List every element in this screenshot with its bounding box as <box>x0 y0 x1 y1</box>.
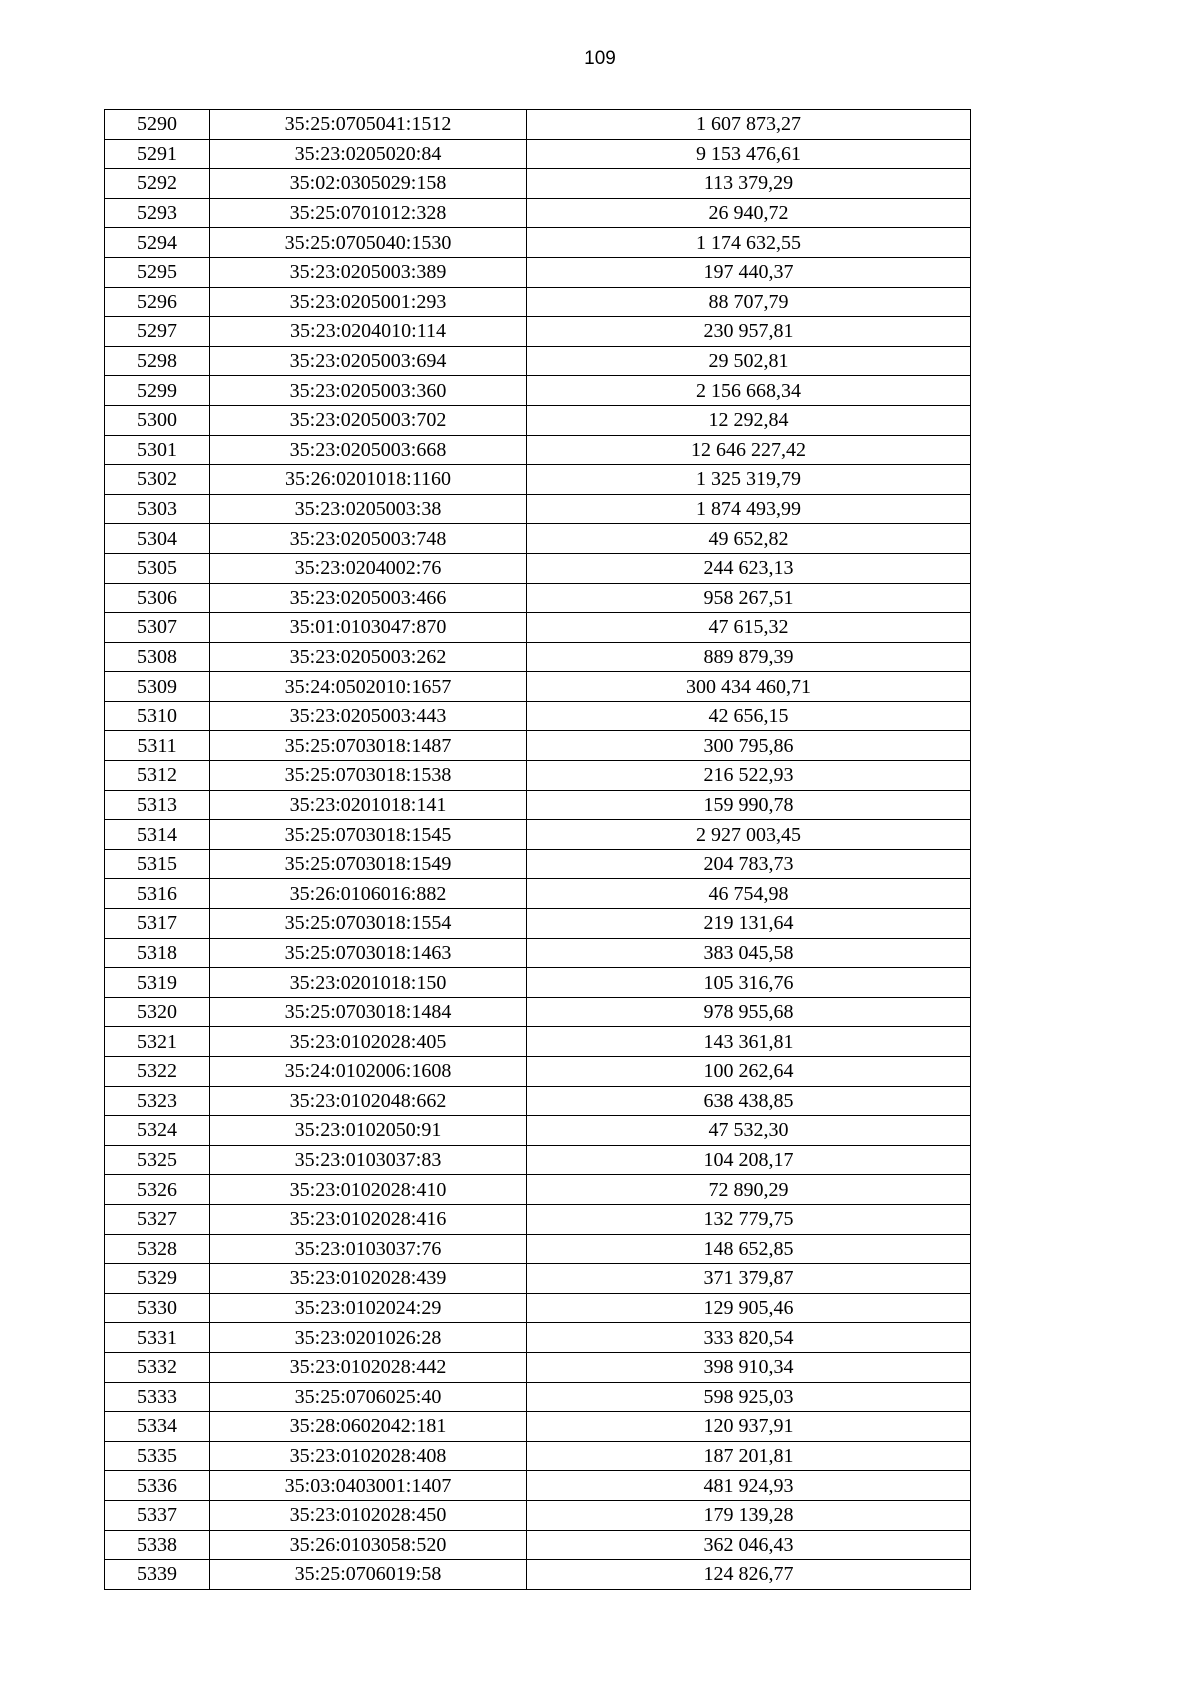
row-number-cell: 5297 <box>105 317 210 347</box>
cadastral-number-cell: 35:25:0703018:1487 <box>210 731 527 761</box>
row-number-cell: 5291 <box>105 139 210 169</box>
cadastral-number-cell: 35:23:0102028:408 <box>210 1441 527 1471</box>
row-number-cell: 5319 <box>105 968 210 998</box>
row-number-cell: 5305 <box>105 553 210 583</box>
row-number-cell: 5301 <box>105 435 210 465</box>
cadastral-number-cell: 35:25:0703018:1538 <box>210 761 527 791</box>
cadastral-number-cell: 35:25:0706019:58 <box>210 1560 527 1590</box>
cadastral-number-cell: 35:23:0103037:76 <box>210 1234 527 1264</box>
row-number-cell: 5335 <box>105 1441 210 1471</box>
cadastral-number-cell: 35:23:0102024:29 <box>210 1293 527 1323</box>
table-row <box>105 465 971 495</box>
cadastral-value-cell: 104 208,17 <box>527 1145 971 1175</box>
table-row <box>105 790 971 820</box>
table-row <box>105 1500 971 1530</box>
cadastral-value-cell: 398 910,34 <box>527 1352 971 1382</box>
cadastral-value-cell: 383 045,58 <box>527 938 971 968</box>
cadastral-number-cell: 35:23:0201026:28 <box>210 1323 527 1353</box>
cadastral-value-cell: 2 927 003,45 <box>527 820 971 850</box>
row-number-cell: 5312 <box>105 761 210 791</box>
table-row <box>105 346 971 376</box>
cadastral-value-cell: 132 779,75 <box>527 1204 971 1234</box>
table-row <box>105 317 971 347</box>
row-number-cell: 5295 <box>105 257 210 287</box>
row-number-cell: 5292 <box>105 169 210 199</box>
row-number-cell: 5298 <box>105 346 210 376</box>
cadastral-value-cell: 12 292,84 <box>527 405 971 435</box>
cadastral-value-cell: 481 924,93 <box>527 1471 971 1501</box>
table-row <box>105 1145 971 1175</box>
table-row <box>105 672 971 702</box>
table-row <box>105 1293 971 1323</box>
table-row <box>105 435 971 465</box>
cadastral-value-cell: 204 783,73 <box>527 849 971 879</box>
cadastral-value-cell: 1 874 493,99 <box>527 494 971 524</box>
row-number-cell: 5303 <box>105 494 210 524</box>
table-row <box>105 1323 971 1353</box>
cadastral-number-cell: 35:23:0201018:150 <box>210 968 527 998</box>
table-row <box>105 938 971 968</box>
cadastral-number-cell: 35:23:0204010:114 <box>210 317 527 347</box>
cadastral-value-cell: 216 522,93 <box>527 761 971 791</box>
table-row <box>105 1560 971 1590</box>
row-number-cell: 5325 <box>105 1145 210 1175</box>
table-row <box>105 879 971 909</box>
cadastral-number-cell: 35:24:0502010:1657 <box>210 672 527 702</box>
table-row <box>105 731 971 761</box>
cadastral-number-cell: 35:23:0205003:360 <box>210 376 527 406</box>
cadastral-value-cell: 129 905,46 <box>527 1293 971 1323</box>
cadastral-number-cell: 35:23:0102028:450 <box>210 1500 527 1530</box>
table-row <box>105 376 971 406</box>
row-number-cell: 5293 <box>105 198 210 228</box>
cadastral-value-cell: 300 795,86 <box>527 731 971 761</box>
row-number-cell: 5330 <box>105 1293 210 1323</box>
table-row <box>105 1027 971 1057</box>
row-number-cell: 5334 <box>105 1412 210 1442</box>
cadastral-value-cell: 148 652,85 <box>527 1234 971 1264</box>
page-number: 109 <box>584 48 616 69</box>
row-number-cell: 5336 <box>105 1471 210 1501</box>
table-row <box>105 198 971 228</box>
cadastral-number-cell: 35:23:0205003:466 <box>210 583 527 613</box>
table-body <box>105 110 971 1590</box>
cadastral-value-cell: 244 623,13 <box>527 553 971 583</box>
cadastral-value-cell: 113 379,29 <box>527 169 971 199</box>
row-number-cell: 5316 <box>105 879 210 909</box>
table-row <box>105 1352 971 1382</box>
row-number-cell: 5329 <box>105 1264 210 1294</box>
table-row <box>105 1382 971 1412</box>
cadastral-value-cell: 88 707,79 <box>527 287 971 317</box>
row-number-cell: 5323 <box>105 1086 210 1116</box>
cadastral-value-cell: 105 316,76 <box>527 968 971 998</box>
row-number-cell: 5308 <box>105 642 210 672</box>
table-row <box>105 1234 971 1264</box>
cadastral-number-cell: 35:23:0205003:38 <box>210 494 527 524</box>
row-number-cell: 5332 <box>105 1352 210 1382</box>
table-row <box>105 909 971 939</box>
cadastral-number-cell: 35:23:0201018:141 <box>210 790 527 820</box>
cadastral-number-cell: 35:23:0102028:405 <box>210 1027 527 1057</box>
table-row <box>105 820 971 850</box>
cadastral-value-cell: 2 156 668,34 <box>527 376 971 406</box>
table-row <box>105 642 971 672</box>
cadastral-value-cell: 46 754,98 <box>527 879 971 909</box>
cadastral-value-table <box>104 109 971 1590</box>
cadastral-number-cell: 35:23:0205003:668 <box>210 435 527 465</box>
table-row <box>105 110 971 140</box>
cadastral-number-cell: 35:25:0705040:1530 <box>210 228 527 258</box>
row-number-cell: 5321 <box>105 1027 210 1057</box>
row-number-cell: 5311 <box>105 731 210 761</box>
table-row <box>105 1264 971 1294</box>
table-row <box>105 1530 971 1560</box>
row-number-cell: 5315 <box>105 849 210 879</box>
cadastral-number-cell: 35:25:0703018:1463 <box>210 938 527 968</box>
cadastral-number-cell: 35:23:0205020:84 <box>210 139 527 169</box>
cadastral-value-cell: 300 434 460,71 <box>527 672 971 702</box>
row-number-cell: 5302 <box>105 465 210 495</box>
row-number-cell: 5320 <box>105 997 210 1027</box>
table-row <box>105 494 971 524</box>
cadastral-value-cell: 42 656,15 <box>527 701 971 731</box>
row-number-cell: 5307 <box>105 613 210 643</box>
cadastral-number-cell: 35:23:0102028:442 <box>210 1352 527 1382</box>
cadastral-number-cell: 35:02:0305029:158 <box>210 169 527 199</box>
cadastral-value-cell: 72 890,29 <box>527 1175 971 1205</box>
row-number-cell: 5310 <box>105 701 210 731</box>
table-row <box>105 761 971 791</box>
cadastral-number-cell: 35:23:0205003:389 <box>210 257 527 287</box>
cadastral-value-cell: 1 325 319,79 <box>527 465 971 495</box>
cadastral-value-cell: 978 955,68 <box>527 997 971 1027</box>
row-number-cell: 5322 <box>105 1057 210 1087</box>
cadastral-value-cell: 26 940,72 <box>527 198 971 228</box>
table-row <box>105 1175 971 1205</box>
cadastral-value-cell: 1 174 632,55 <box>527 228 971 258</box>
table-row <box>105 228 971 258</box>
cadastral-value-cell: 159 990,78 <box>527 790 971 820</box>
row-number-cell: 5324 <box>105 1116 210 1146</box>
cadastral-value-cell: 889 879,39 <box>527 642 971 672</box>
row-number-cell: 5306 <box>105 583 210 613</box>
row-number-cell: 5317 <box>105 909 210 939</box>
cadastral-number-cell: 35:23:0102050:91 <box>210 1116 527 1146</box>
cadastral-value-cell: 371 379,87 <box>527 1264 971 1294</box>
cadastral-number-cell: 35:23:0204002:76 <box>210 553 527 583</box>
cadastral-value-cell: 100 262,64 <box>527 1057 971 1087</box>
cadastral-value-cell: 179 139,28 <box>527 1500 971 1530</box>
cadastral-number-cell: 35:23:0102048:662 <box>210 1086 527 1116</box>
cadastral-value-cell: 333 820,54 <box>527 1323 971 1353</box>
cadastral-value-cell: 197 440,37 <box>527 257 971 287</box>
cadastral-value-cell: 49 652,82 <box>527 524 971 554</box>
row-number-cell: 5304 <box>105 524 210 554</box>
row-number-cell: 5290 <box>105 110 210 140</box>
cadastral-value-cell: 187 201,81 <box>527 1441 971 1471</box>
row-number-cell: 5294 <box>105 228 210 258</box>
table-row <box>105 968 971 998</box>
cadastral-value-cell: 12 646 227,42 <box>527 435 971 465</box>
cadastral-value-cell: 47 615,32 <box>527 613 971 643</box>
cadastral-number-cell: 35:23:0205001:293 <box>210 287 527 317</box>
cadastral-value-cell: 362 046,43 <box>527 1530 971 1560</box>
table-row <box>105 701 971 731</box>
cadastral-number-cell: 35:23:0205003:262 <box>210 642 527 672</box>
cadastral-value-cell: 124 826,77 <box>527 1560 971 1590</box>
cadastral-value-cell: 143 361,81 <box>527 1027 971 1057</box>
table-row <box>105 1116 971 1146</box>
cadastral-value-cell: 598 925,03 <box>527 1382 971 1412</box>
cadastral-number-cell: 35:26:0103058:520 <box>210 1530 527 1560</box>
row-number-cell: 5313 <box>105 790 210 820</box>
cadastral-value-cell: 9 153 476,61 <box>527 139 971 169</box>
table-row <box>105 524 971 554</box>
table-row <box>105 583 971 613</box>
table-row <box>105 1204 971 1234</box>
table-row <box>105 849 971 879</box>
cadastral-number-cell: 35:23:0205003:702 <box>210 405 527 435</box>
cadastral-number-cell: 35:25:0701012:328 <box>210 198 527 228</box>
row-number-cell: 5326 <box>105 1175 210 1205</box>
table-row <box>105 1412 971 1442</box>
row-number-cell: 5299 <box>105 376 210 406</box>
cadastral-number-cell: 35:23:0102028:416 <box>210 1204 527 1234</box>
cadastral-value-cell: 120 937,91 <box>527 1412 971 1442</box>
row-number-cell: 5314 <box>105 820 210 850</box>
cadastral-value-cell: 958 267,51 <box>527 583 971 613</box>
table-row <box>105 613 971 643</box>
row-number-cell: 5333 <box>105 1382 210 1412</box>
cadastral-number-cell: 35:23:0102028:439 <box>210 1264 527 1294</box>
row-number-cell: 5331 <box>105 1323 210 1353</box>
table-row <box>105 405 971 435</box>
cadastral-number-cell: 35:23:0205003:694 <box>210 346 527 376</box>
cadastral-number-cell: 35:25:0703018:1549 <box>210 849 527 879</box>
cadastral-value-cell: 29 502,81 <box>527 346 971 376</box>
row-number-cell: 5318 <box>105 938 210 968</box>
cadastral-number-cell: 35:23:0205003:748 <box>210 524 527 554</box>
cadastral-value-cell: 230 957,81 <box>527 317 971 347</box>
cadastral-number-cell: 35:25:0703018:1545 <box>210 820 527 850</box>
cadastral-value-cell: 47 532,30 <box>527 1116 971 1146</box>
cadastral-number-cell: 35:25:0705041:1512 <box>210 110 527 140</box>
table-row <box>105 1471 971 1501</box>
cadastral-number-cell: 35:26:0106016:882 <box>210 879 527 909</box>
row-number-cell: 5327 <box>105 1204 210 1234</box>
table-row <box>105 1441 971 1471</box>
row-number-cell: 5339 <box>105 1560 210 1590</box>
table-row <box>105 287 971 317</box>
cadastral-value-cell: 638 438,85 <box>527 1086 971 1116</box>
table-row <box>105 169 971 199</box>
table-row <box>105 553 971 583</box>
row-number-cell: 5309 <box>105 672 210 702</box>
row-number-cell: 5328 <box>105 1234 210 1264</box>
cadastral-number-cell: 35:23:0102028:410 <box>210 1175 527 1205</box>
cadastral-value-cell: 1 607 873,27 <box>527 110 971 140</box>
cadastral-number-cell: 35:03:0403001:1407 <box>210 1471 527 1501</box>
table-row <box>105 139 971 169</box>
table-row <box>105 257 971 287</box>
cadastral-number-cell: 35:26:0201018:1160 <box>210 465 527 495</box>
cadastral-number-cell: 35:28:0602042:181 <box>210 1412 527 1442</box>
cadastral-value-cell: 219 131,64 <box>527 909 971 939</box>
table-row <box>105 1057 971 1087</box>
cadastral-number-cell: 35:24:0102006:1608 <box>210 1057 527 1087</box>
cadastral-number-cell: 35:25:0703018:1484 <box>210 997 527 1027</box>
row-number-cell: 5300 <box>105 405 210 435</box>
cadastral-number-cell: 35:25:0703018:1554 <box>210 909 527 939</box>
cadastral-number-cell: 35:01:0103047:870 <box>210 613 527 643</box>
row-number-cell: 5338 <box>105 1530 210 1560</box>
cadastral-number-cell: 35:25:0706025:40 <box>210 1382 527 1412</box>
row-number-cell: 5337 <box>105 1500 210 1530</box>
cadastral-number-cell: 35:23:0205003:443 <box>210 701 527 731</box>
cadastral-number-cell: 35:23:0103037:83 <box>210 1145 527 1175</box>
row-number-cell: 5296 <box>105 287 210 317</box>
table-row <box>105 997 971 1027</box>
table-row <box>105 1086 971 1116</box>
